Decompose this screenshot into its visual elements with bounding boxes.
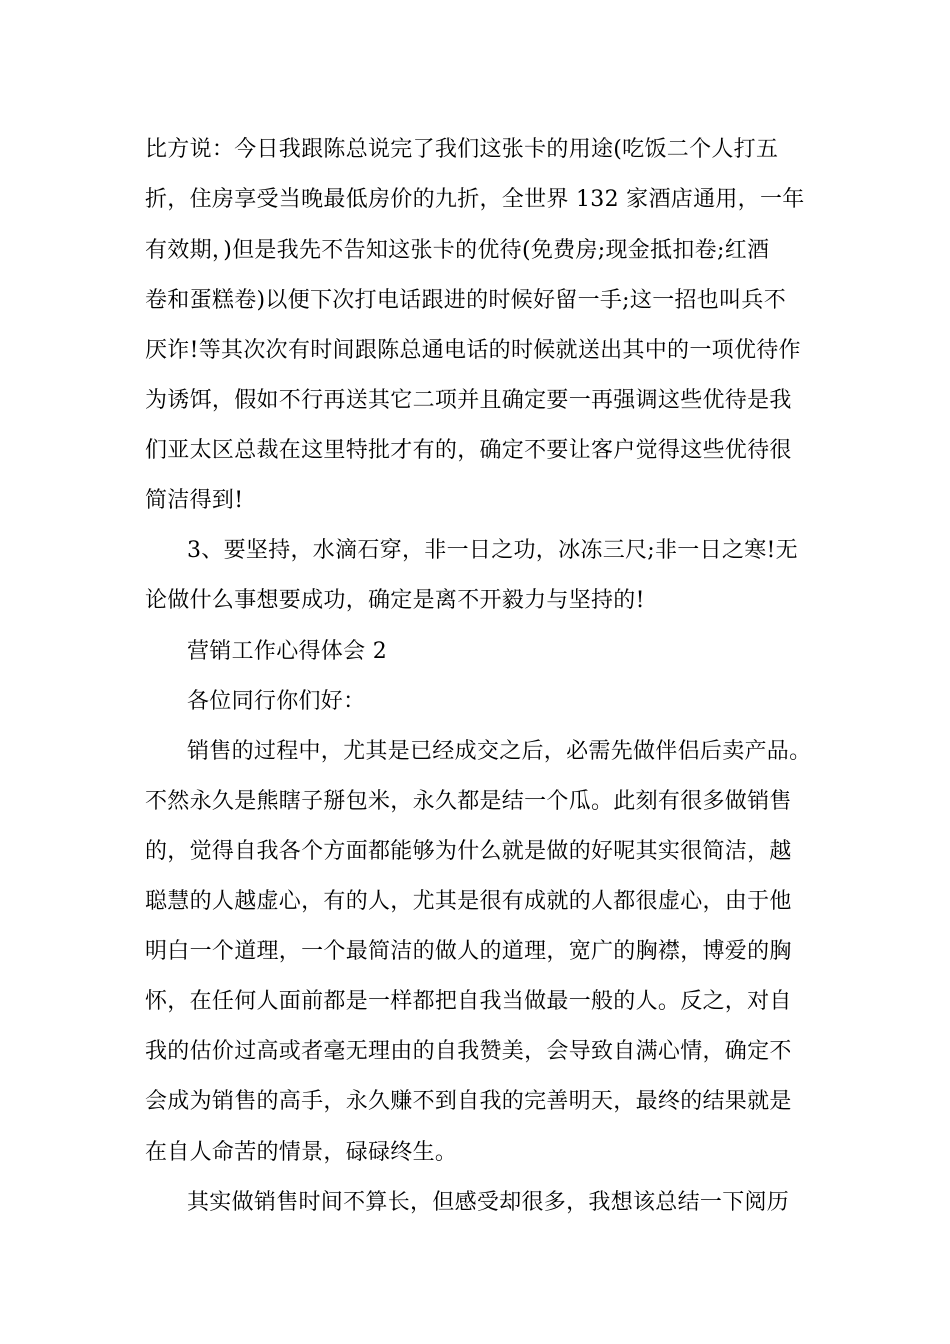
paragraph-line: 聪慧的人越虚心，有的人，尤其是很有成就的人都很虚心，由于他 (145, 889, 792, 914)
paragraph-line: 不然永久是熊瞎子掰包米，永久都是结一个瓜。此刻有很多做销售 (145, 789, 792, 814)
paragraph-line: 厌诈!等其次次有时间跟陈总通电话的时候就送出其中的一项优待作 (145, 338, 801, 363)
paragraph-line: 明白一个道理，一个最简洁的做人的道理，宽广的胸襟，博爱的胸 (145, 939, 792, 964)
paragraph-line: 简洁得到! (145, 488, 244, 513)
paragraph-line: 其实做销售时间不算长，但感受却很多，我想该总结一下阅历 (187, 1190, 790, 1215)
paragraph-line: 我的估价过高或者毫无理由的自我赞美，会导致自满心情，确定不 (145, 1039, 792, 1064)
paragraph-line: 们亚太区总裁在这里特批才有的，确定不要让客户觉得这些优待很 (145, 438, 792, 463)
paragraph-line: 卷和蛋糕卷)以便下次打电话跟进的时候好留一手;这一招也叫兵不 (145, 288, 786, 313)
paragraph-line: 3、要坚持，水滴石穿，非一日之功，冰冻三尺;非一日之寒!无 (187, 538, 798, 563)
paragraph-line: 折，住房享受当晚最低房价的九折，全世界 132 家酒店通用，一年 (145, 187, 805, 212)
salutation: 各位同行你们好： (187, 689, 366, 714)
paragraph-line: 论做什么事想要成功，确定是离不开毅力与坚持的! (145, 588, 645, 613)
paragraph-line: 怀，在任何人面前都是一样都把自我当做最一般的人。反之，对自 (145, 989, 792, 1014)
paragraph-line: 的，觉得自我各个方面都能够为什么就是做的好呢其实很简洁，越 (145, 839, 792, 864)
paragraph-line: 有效期，)但是我先不告知这张卡的优待(免费房;现金抵扣卷;红酒 (145, 238, 770, 263)
paragraph-line: 为诱饵，假如不行再送其它二项并且确定要一再强调这些优待是我 (145, 388, 792, 413)
section-heading: 营销工作心得体会 2 (187, 639, 387, 664)
paragraph-line: 在自人命苦的情景，碌碌终生。 (145, 1140, 458, 1165)
paragraph-line: 销售的过程中，尤其是已经成交之后，必需先做伴侣后卖产品。 (187, 739, 812, 764)
paragraph-line: 会成为销售的高手，永久赚不到自我的完善明天，最终的结果就是 (145, 1089, 792, 1114)
paragraph-line: 比方说：今日我跟陈总说完了我们这张卡的用途(吃饭二个人打五 (145, 137, 779, 162)
